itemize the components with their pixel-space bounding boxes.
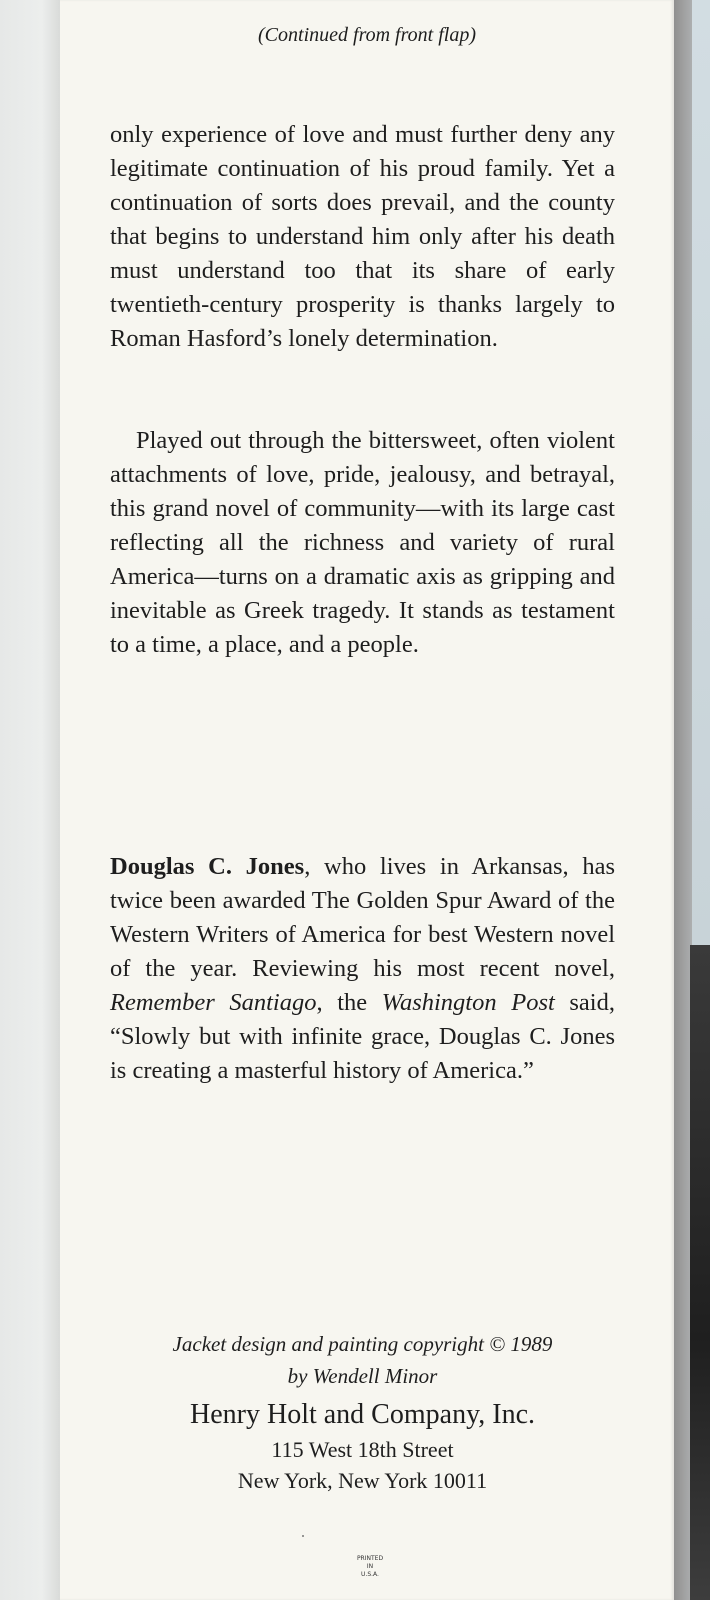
left-page-edge	[0, 0, 60, 1600]
jacket-credit	[110, 1328, 615, 1392]
cover-edge-dark	[690, 945, 710, 1600]
continued-note: (Continued from front flap)	[258, 24, 476, 46]
publisher-city: New York, New York 10011	[237, 1468, 488, 1493]
author-bio	[110, 850, 615, 1088]
printed-line-1: PRINTED	[356, 1555, 384, 1562]
synopsis-paragraph-2: Played out through the bittersweet, often violent attachments of love, pride, jealousy, and betrayal, this grand novel of community—with its large cast reflecting all the richness and variety of rural America—turns on a dramatic axis as gripping and inevitable as Greek tragedy. It stands as testament to a time, a place, and a people.	[110, 427, 615, 658]
jacket-credit-line-2: by Wendell Minor	[287, 1364, 438, 1388]
author-bio-text-2: , the	[316, 989, 382, 1016]
jacket-credit-line-1: Jacket design and painting copyright © 1989	[172, 1332, 553, 1356]
synopsis-paragraph-1: only experience of love and must further deny any legitimate continuation of his proud family. Yet a continuation of sorts does prevail, and the county that begins to understand him only after his death must understand too that its share of early twentieth-century prosperity is thanks largely to Roman Hasford’s lonely determination.	[110, 121, 615, 352]
printed-line-3: U.S.A.	[361, 1571, 379, 1578]
print-speck	[302, 1535, 304, 1537]
publisher-street: 115 West 18th Street	[271, 1437, 454, 1462]
author-bio-text-3: said, “Slowly but with infinite grace, Douglas C. Jones is creating a masterful history of America.”	[110, 989, 615, 1084]
cover-edge-light	[692, 0, 710, 945]
author-name: Douglas C. Jones	[110, 853, 305, 880]
right-cover-edge	[674, 0, 710, 1600]
printed-line-2: IN	[366, 1563, 374, 1570]
newspaper-name: Washington Post	[381, 989, 555, 1016]
book-title: Remember Santiago	[110, 989, 317, 1016]
publisher-name: Henry Holt and Company, Inc.	[190, 1399, 535, 1430]
printed-in-usa-mark	[340, 1555, 400, 1579]
author-bio-text-1: , who lives in Arkansas, has twice been awarded The Golden Spur Award of the Western Writers of America for best Western novel of the year. Reviewing his most recent novel,	[110, 853, 615, 982]
